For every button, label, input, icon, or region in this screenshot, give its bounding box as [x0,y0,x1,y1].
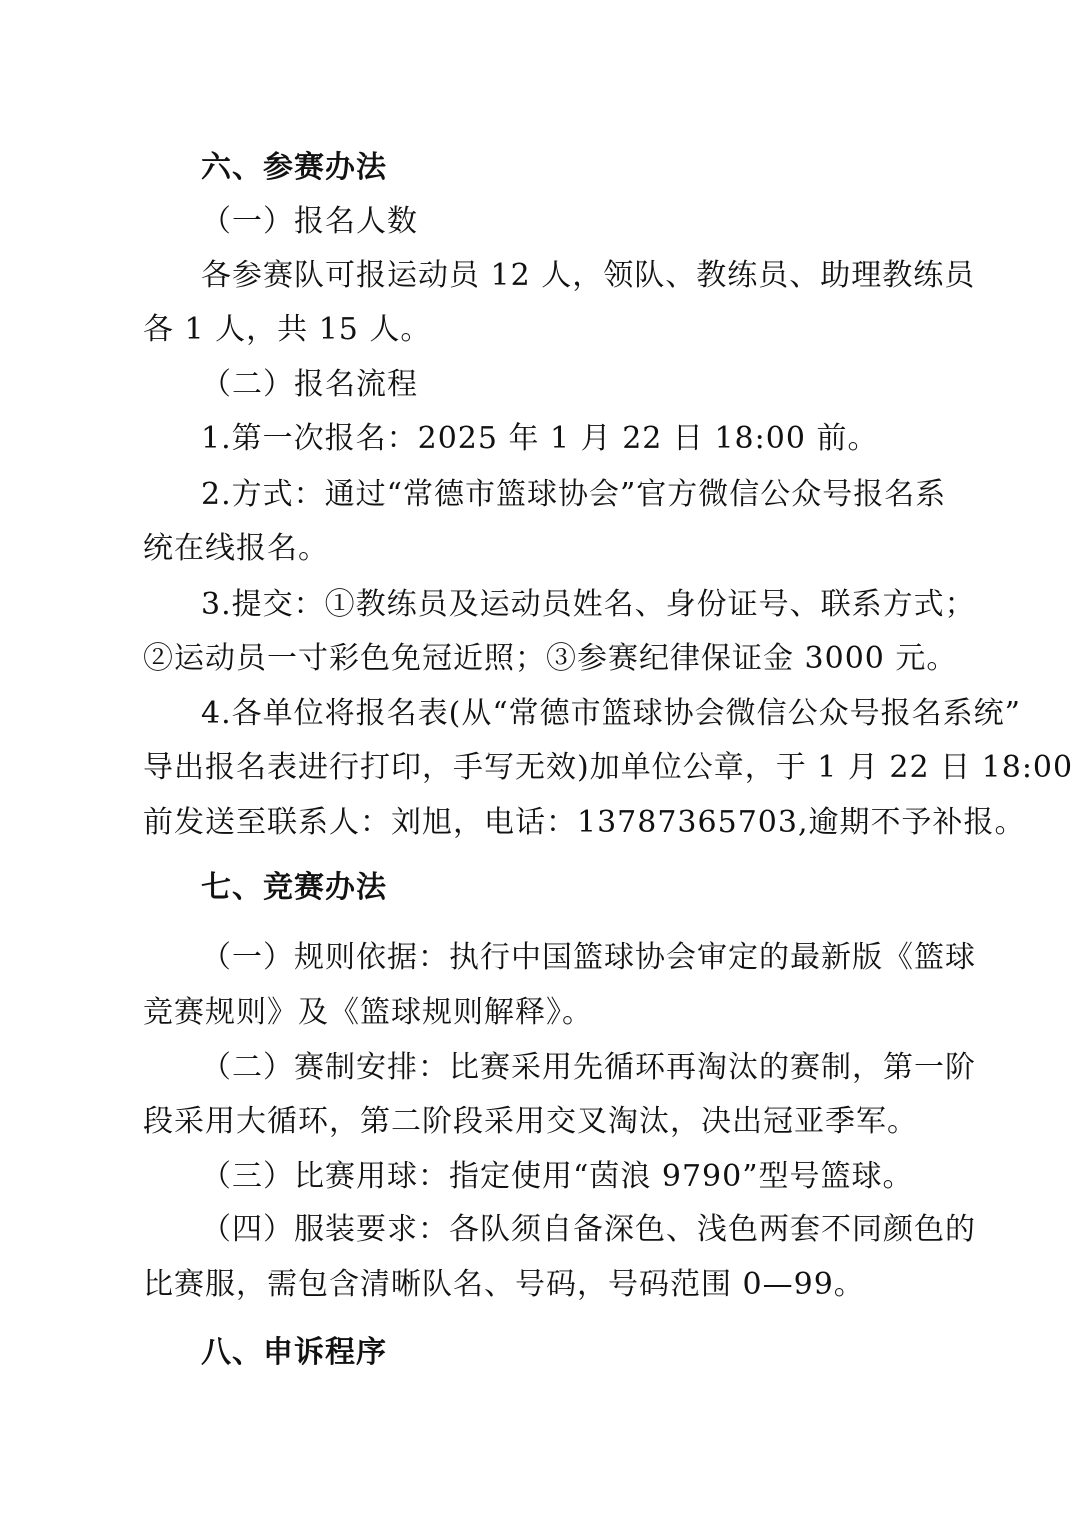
step-3-submit-line-2: ②运动员一寸彩色免冠近照；③参赛纪律保证金 3000 元。 [143,641,958,676]
paragraph-registration-count-line-1: 各参赛队可报运动员 12 人，领队、教练员、助理教练员 [201,258,976,293]
subsection-registration-count-title: （一）报名人数 [201,204,418,239]
step-3-submit-line-1: 3.提交：①教练员及运动员姓名、身份证号、联系方式； [201,587,976,622]
step-4-form-line-1: 4.各单位将报名表(从“常德市篮球协会微信公众号报名系统” [201,696,1022,731]
step-2-method-line-2: 统在线报名。 [143,531,329,566]
step-2-method-line-1: 2.方式：通过“常德市篮球协会”官方微信公众号报名系 [201,477,947,512]
section-7-heading: 七、竞赛办法 [201,870,387,905]
section-6-heading: 六、参赛办法 [201,150,387,185]
subsection-registration-process-title: （二）报名流程 [201,367,418,402]
step-4-form-line-3: 前发送至联系人：刘旭，电话：13787365703,逾期不予补报。 [143,805,1026,840]
uniform-requirement-line-1: （四）服装要求：各队须自备深色、浅色两套不同颜色的 [201,1212,976,1247]
rule-basis-line-2: 竞赛规则》及《篮球规则解释》。 [143,995,593,1030]
competition-format-line-1: （二）赛制安排：比赛采用先循环再淘汰的赛制，第一阶 [201,1050,976,1085]
competition-format-line-2: 段采用大循环，第二阶段采用交叉淘汰，决出冠亚季军。 [143,1104,918,1139]
section-8-heading: 八、申诉程序 [201,1335,387,1370]
paragraph-registration-count-line-2: 各 1 人，共 15 人。 [143,312,432,347]
step-4-form-line-2: 导出报名表进行打印，手写无效)加单位公章，于 1 月 22 日 18:00 [143,750,1074,785]
match-ball-rule: （三）比赛用球：指定使用“茵浪 9790”型号篮球。 [201,1159,914,1194]
uniform-requirement-line-2: 比赛服，需包含清晰队名、号码，号码范围 0—99。 [143,1267,865,1302]
rule-basis-line-1: （一）规则依据：执行中国篮球协会审定的最新版《篮球 [201,940,976,975]
step-1-first-registration: 1.第一次报名：2025 年 1 月 22 日 18:00 前。 [201,421,879,456]
